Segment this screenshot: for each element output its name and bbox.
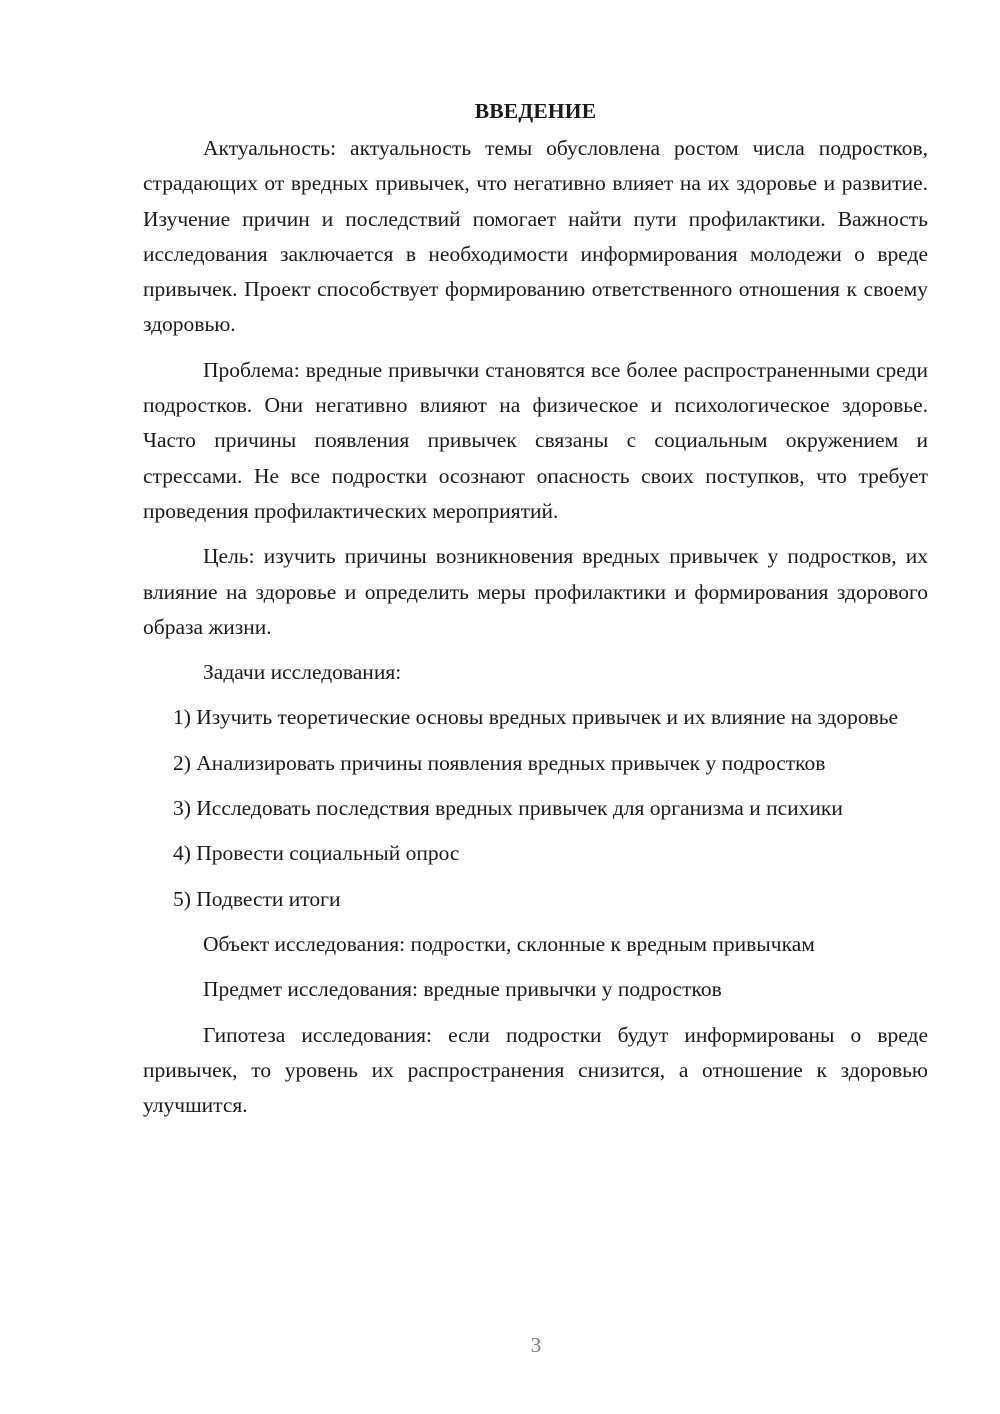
- task-item: 4) Провести социальный опрос: [173, 841, 460, 866]
- hypothesis-paragraph: Гипотеза исследования: если подростки будут информированы о вреде привычек, то уровень их распространения снизится, а отношение к здоровью улучшится.: [143, 1022, 928, 1118]
- task-item: 1) Изучить теоретические основы вредных привычек и их влияние на здоровье: [173, 705, 899, 730]
- document-page: [143, 96, 928, 1133]
- task-item: 2) Анализировать причины появления вредных привычек у подростков: [173, 750, 826, 775]
- task-item: 5) Подвести итоги: [173, 886, 341, 911]
- page-number: 3: [530, 1333, 542, 1357]
- task-item: 3) Исследовать последствия вредных привычек для организма и психики: [173, 796, 843, 821]
- tasks-heading: Задачи исследования:: [203, 660, 402, 685]
- problem-paragraph: Проблема: вредные привычки становятся все более распространенными среди подростков. Они негативно влияют на физическое и психологическое здоровье. Часто причины появления привычек связаны с социальным окружением и стрессами. Не все подростки осознают опасность своих поступков, что требует проведения профилактических мероприятий.: [143, 357, 928, 523]
- object-paragraph: Объект исследования: подростки, склонные к вредным привычкам: [203, 931, 815, 956]
- section-title: ВВЕДЕНИЕ: [474, 99, 597, 123]
- goal-paragraph: Цель: изучить причины возникновения вредных привычек у подростков, их влияние на здоровье и определить меры профилактики и формирования здорового образа жизни.: [143, 544, 928, 639]
- subject-paragraph: Предмет исследования: вредные привычки у подростков: [203, 977, 722, 1002]
- relevance-paragraph: Актуальность: актуальность темы обусловлена ростом числа подростков, страдающих от вредных привычек, что негативно влияет на их здоровье и развитие. Изучение причин и последствий помогает найти пути профилактики. Важность исследования заключается в необходимости информирования молодежи о вреде привычек. Проект способствует формированию ответственного отношения к своему здоровью.: [143, 136, 928, 337]
